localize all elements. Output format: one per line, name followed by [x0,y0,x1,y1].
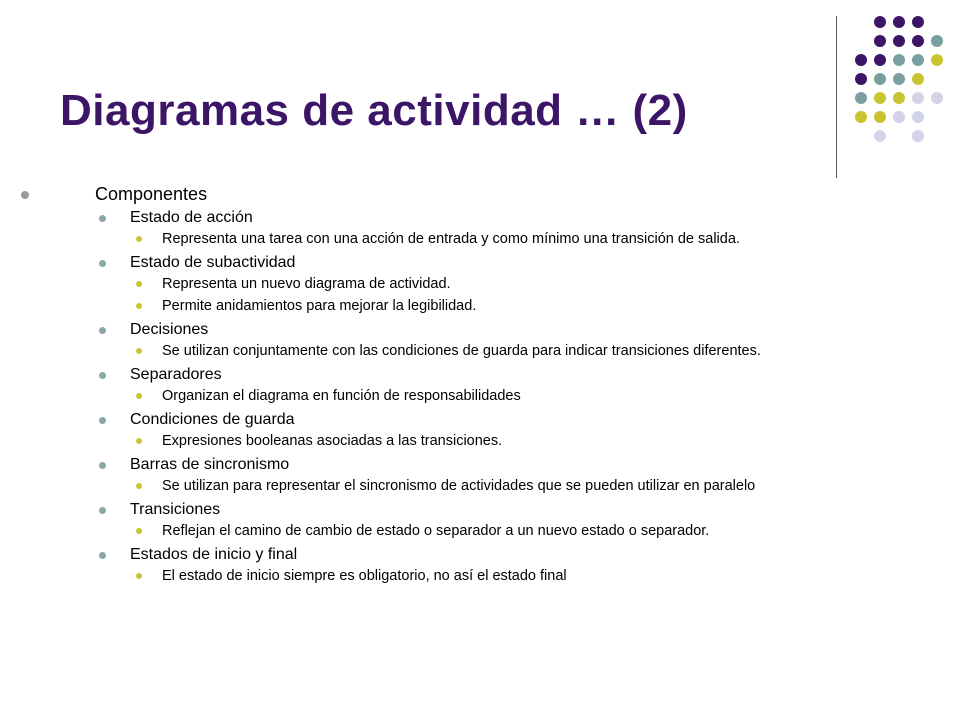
decorative-dot [874,130,886,142]
bullet-dot-icon [99,215,106,222]
bullet-dot-icon [99,327,106,334]
component-item [130,365,916,404]
decorative-dot [874,35,886,47]
component-description [162,433,916,449]
component-label: Transiciones [130,501,221,518]
bullet-dot-icon [136,438,142,444]
bullet-dot-icon [99,372,106,379]
decorative-dot [931,35,943,47]
decorative-dot [874,16,886,28]
component-label: Estado de subactividad [130,254,296,271]
component-label: Estados de inicio y final [130,546,298,563]
decorative-dot [855,73,867,85]
decorative-dot [855,92,867,104]
component-description-list [130,231,916,247]
decorative-dot [912,54,924,66]
component-description-text: Se utilizan para representar el sincronismo de actividades que se pueden utilizar en paralelo [162,478,756,494]
decorative-dot [931,92,943,104]
bullet-dot-icon [99,260,106,267]
component-description [162,343,916,359]
decorative-dot [893,92,905,104]
component-item [130,253,916,314]
component-description-text: Representa un nuevo diagrama de actividad. [162,276,451,292]
decorative-dot [931,54,943,66]
component-label: Estado de acción [130,209,253,226]
bullet-dot-icon [136,303,142,309]
decorative-dot [912,130,924,142]
decorative-dot [912,16,924,28]
component-description-text: Se utilizan conjuntamente con las condiciones de guarda para indicar transiciones diferentes. [162,343,761,359]
component-description-text: Permite anidamientos para mejorar la legibilidad. [162,298,477,314]
bullet-dot-icon [21,191,29,199]
component-description [162,276,916,292]
component-description [162,388,916,404]
component-description-list [130,388,916,404]
component-description-list [130,478,916,494]
decorative-dot [912,73,924,85]
decorative-dot [874,73,886,85]
component-description [162,231,916,247]
bullet-dot-icon [136,236,142,242]
slide-title: Diagramas de actividad … (2) [60,86,688,135]
decorative-dot [893,111,905,123]
component-description-text: Organizan el diagrama en función de responsabilidades [162,388,521,404]
bullet-dot-icon [136,281,142,287]
component-label: Decisiones [130,321,209,338]
bullet-dot-icon [136,393,142,399]
decorative-dot [912,92,924,104]
decorative-dot [893,54,905,66]
component-description-text: Representa una tarea con una acción de entrada y como mínimo una transición de salida. [162,231,740,247]
bullet-dot-icon [136,573,142,579]
component-item [130,410,916,449]
decorative-dot [912,111,924,123]
component-description-text: El estado de inicio siempre es obligatorio, no así el estado final [162,568,567,584]
component-description-list [130,523,916,539]
component-description-list [130,433,916,449]
decorative-dot [893,73,905,85]
component-description-list [130,568,916,584]
component-label: Condiciones de guarda [130,411,295,428]
bullet-dot-icon [136,528,142,534]
component-description [162,478,916,494]
component-description-text: Expresiones booleanas asociadas a las transiciones. [162,433,503,449]
bullet-dot-icon [99,462,106,469]
outline-heading: Componentes [95,184,208,204]
component-description [162,568,916,584]
bullet-dot-icon [99,552,106,559]
component-label: Barras de sincronismo [130,456,290,473]
component-description-list [130,276,916,314]
component-item [130,545,916,584]
component-item [130,455,916,494]
decorative-dot [893,16,905,28]
component-item [130,320,916,359]
slide-body [56,183,916,590]
component-description [162,523,916,539]
bullet-dot-icon [136,483,142,489]
outline-heading-item [56,183,916,584]
component-description-text: Reflejan el camino de cambio de estado o separador a un nuevo estado o separador. [162,523,710,539]
bullet-dot-icon [99,507,106,514]
component-description [162,298,916,314]
component-description-list [130,343,916,359]
component-label: Separadores [130,366,222,383]
decorative-dot [855,54,867,66]
component-list [95,208,916,584]
decorative-dot [874,111,886,123]
decorative-dot [893,35,905,47]
component-item [130,500,916,539]
decorative-dot [855,111,867,123]
decorative-dot [912,35,924,47]
bullet-dot-icon [99,417,106,424]
decorative-dot [874,54,886,66]
component-item [130,208,916,247]
decorative-dot [874,92,886,104]
bullet-dot-icon [136,348,142,354]
